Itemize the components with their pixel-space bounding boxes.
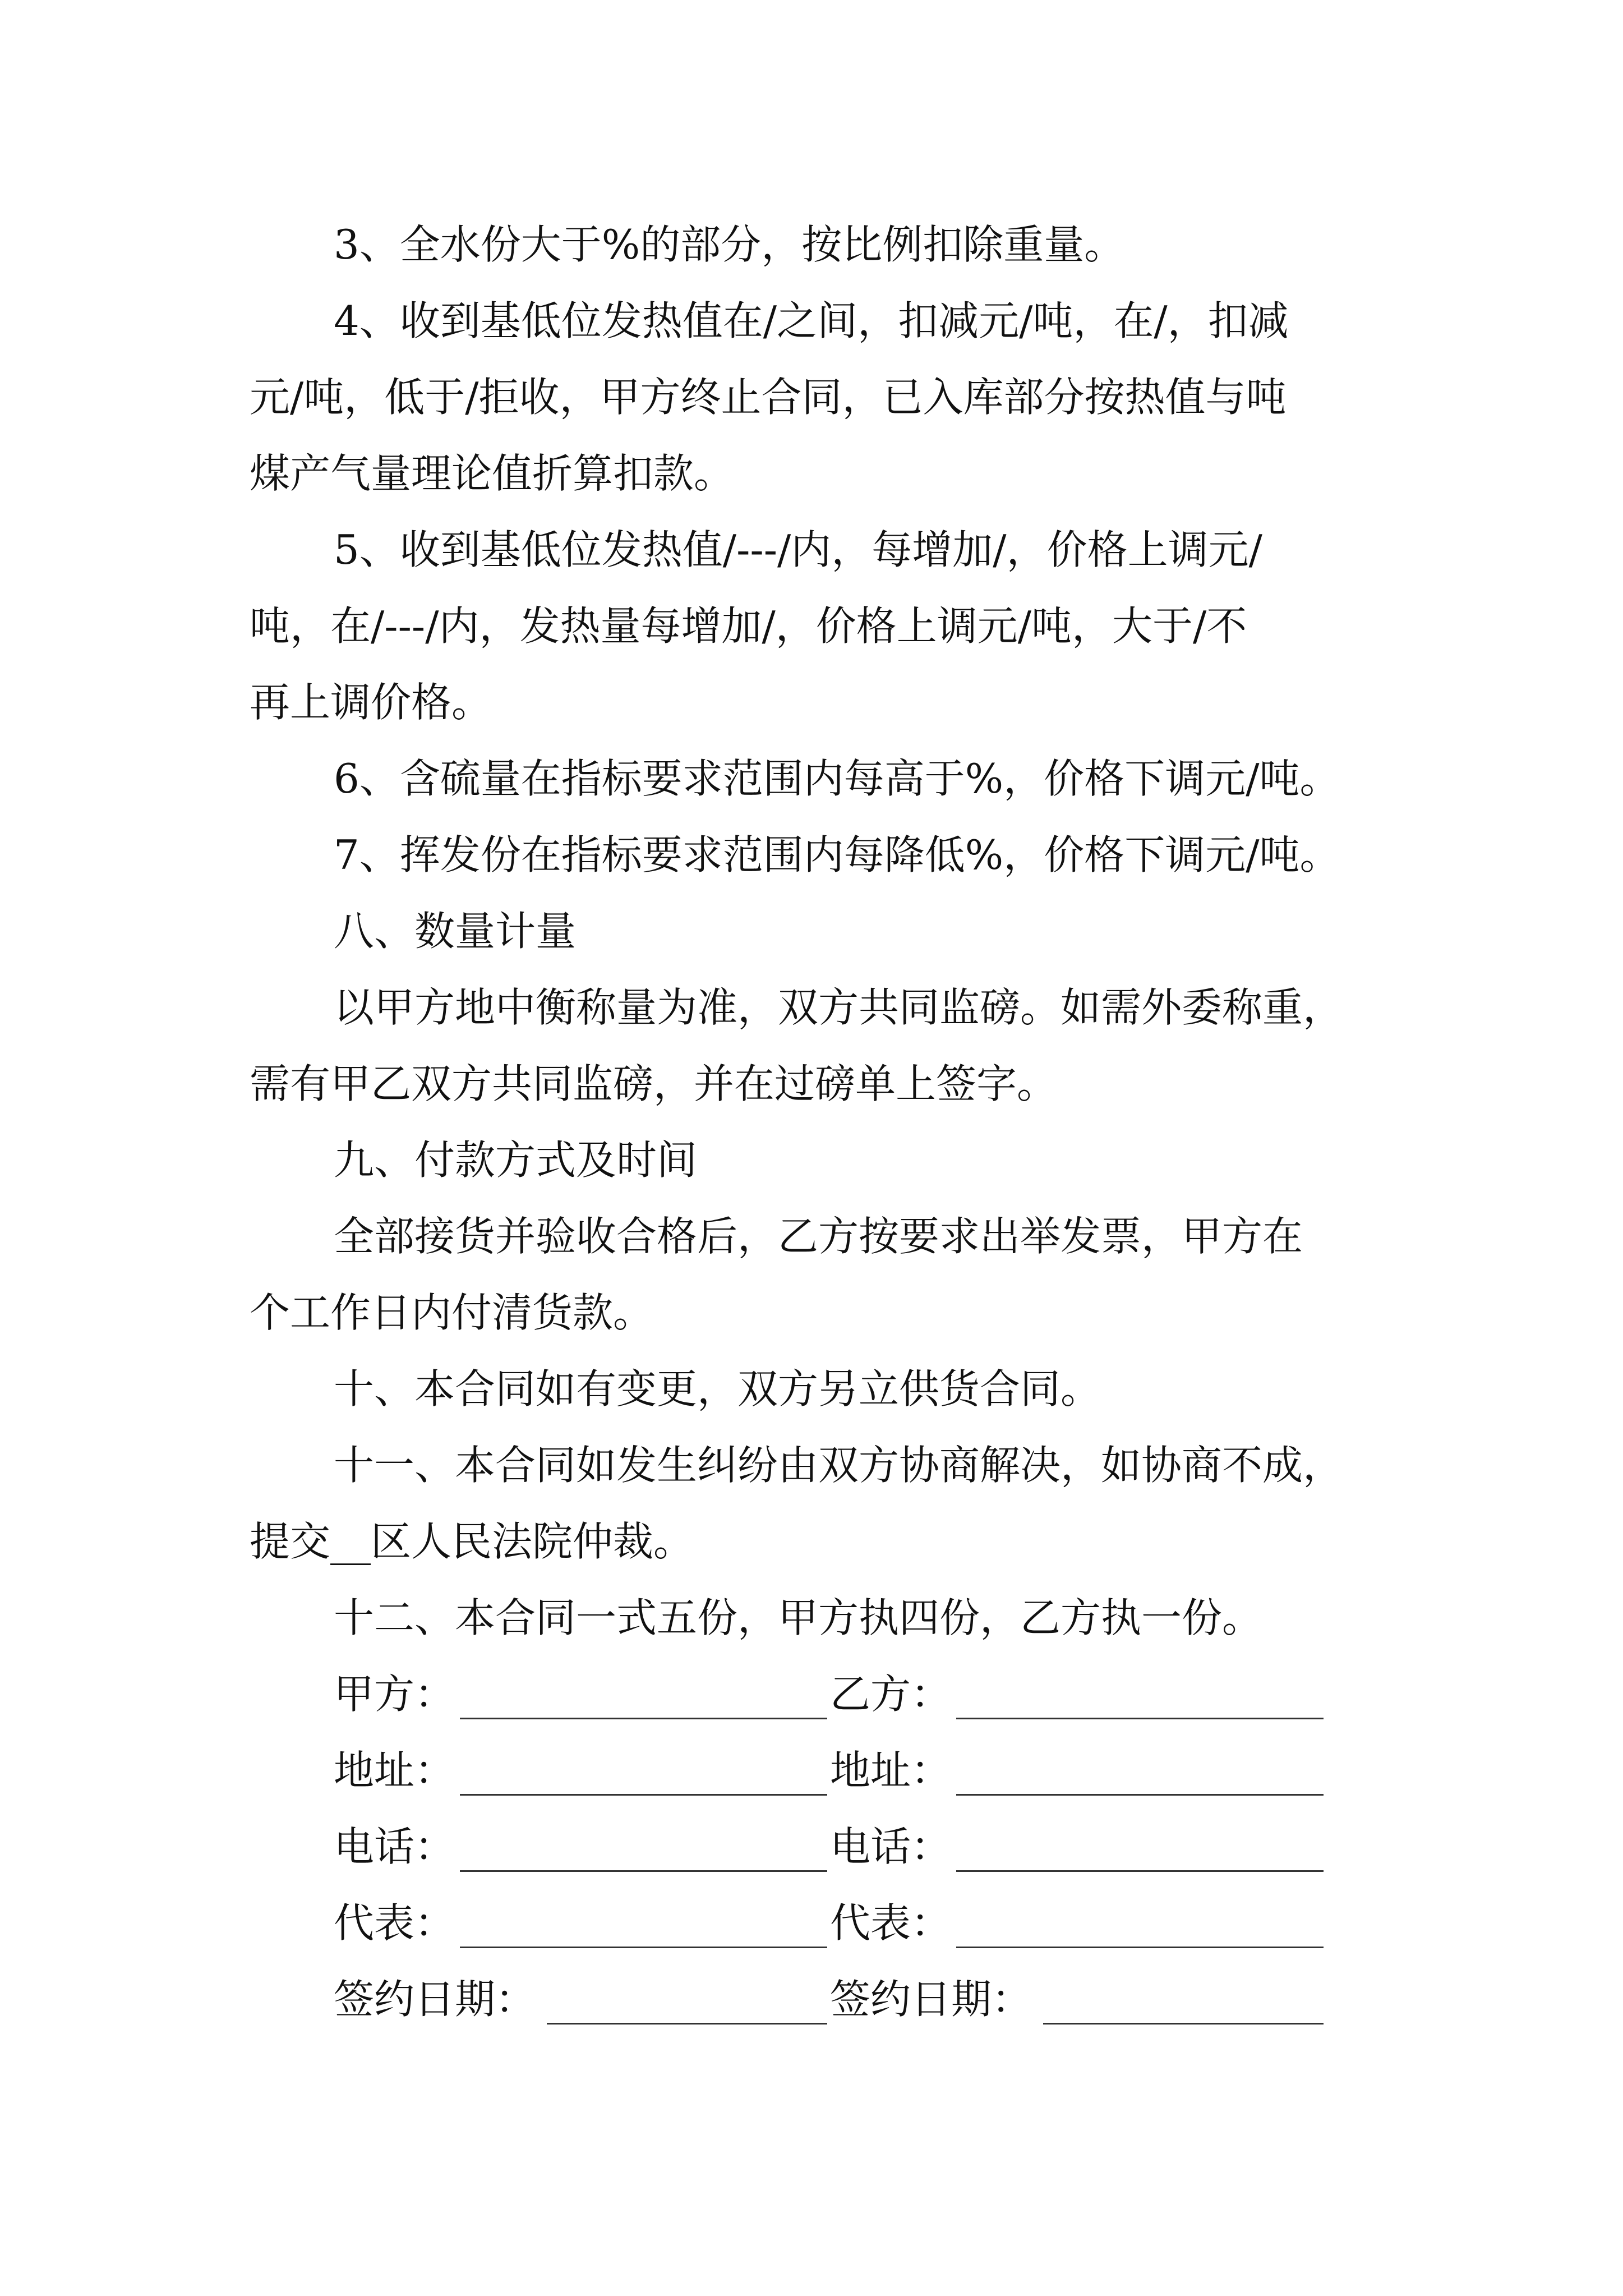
party-a-date-label: 签约日期： [334,1976,536,2023]
section-9-body-line-2: 个工作日内付清货款。 [250,1289,654,1336]
section-11-line-1: 十一、本合同如发生纠纷由双方协商解决，如协商不成， [334,1442,1344,1489]
section-9-body-line-1: 全部接货并验收合格后，乙方按要求出举发票，甲方在 [334,1213,1303,1260]
signature-row-representative [334,1885,1343,1961]
clause-5-line-3: 再上调价格。 [250,679,492,726]
signature-row-date [334,1961,1343,2037]
party-b-phone-label: 电话： [830,1823,952,1870]
party-a-address-label: 地址： [334,1747,455,1794]
party-b-representative-blank[interactable] [956,1947,1324,1948]
party-a-address-blank[interactable] [460,1794,827,1796]
party-b-label: 乙方： [830,1671,952,1718]
section-9-heading: 九、付款方式及时间 [334,1137,698,1184]
signature-row-address [334,1732,1343,1809]
clause-4-line-2: 元/吨，低于/拒收，甲方终止合同，已入库部分按热值与吨 [250,374,1287,421]
section-8-body-line-2: 需有甲乙双方共同监磅，并在过磅单上签字。 [250,1060,1058,1107]
party-b-address-label: 地址： [830,1747,952,1794]
party-a-representative-blank[interactable] [460,1947,827,1948]
party-b-phone-blank[interactable] [956,1870,1324,1872]
party-b-date-blank[interactable] [1043,2023,1324,2024]
clause-6-line-1: 6、含硫量在指标要求范围内每高于%，价格下调元/吨。 [334,755,1340,802]
clause-4-line-3: 煤产气量理论值折算扣款。 [250,450,735,497]
party-b-representative-label: 代表： [830,1899,952,1947]
party-a-representative-label: 代表： [334,1899,455,1947]
party-b-blank[interactable] [956,1718,1324,1719]
party-b-date-label: 签约日期： [830,1976,1032,2023]
party-a-phone-label: 电话： [334,1823,455,1870]
section-10-line-1: 十、本合同如有变更，双方另立供货合同。 [334,1365,1101,1412]
party-a-date-blank[interactable] [547,2023,827,2024]
party-a-label: 甲方： [334,1671,455,1718]
signature-row-phone [334,1809,1343,1885]
clause-5-line-1: 5、收到基低位发热值/---/内，每增加/，价格上调元/ [334,526,1262,573]
signature-row-party [334,1656,1343,1732]
clause-7-line-1: 7、挥发份在指标要求范围内每降低%，价格下调元/吨。 [334,831,1340,878]
clause-5-line-2: 吨，在/---/内，发热量每增加/，价格上调元/吨，大于/不 [250,602,1247,650]
section-8-body-line-1: 以甲方地中衡称量为准，双方共同监磅。如需外委称重， [334,984,1344,1031]
section-11-line-2: 提交__区人民法院仲裁。 [250,1518,694,1565]
section-8-heading: 八、数量计量 [334,908,577,955]
section-12-line-1: 十二、本合同一式五份，甲方执四份，乙方执一份。 [334,1594,1263,1641]
party-a-phone-blank[interactable] [460,1870,827,1872]
party-b-address-blank[interactable] [956,1794,1324,1796]
party-a-blank[interactable] [460,1718,827,1719]
clause-3-line-1: 3、全水份大于%的部分，按比例扣除重量。 [334,221,1125,268]
clause-4-line-1: 4、收到基低位发热值在/之间，扣减元/吨，在/，扣减 [334,297,1289,344]
